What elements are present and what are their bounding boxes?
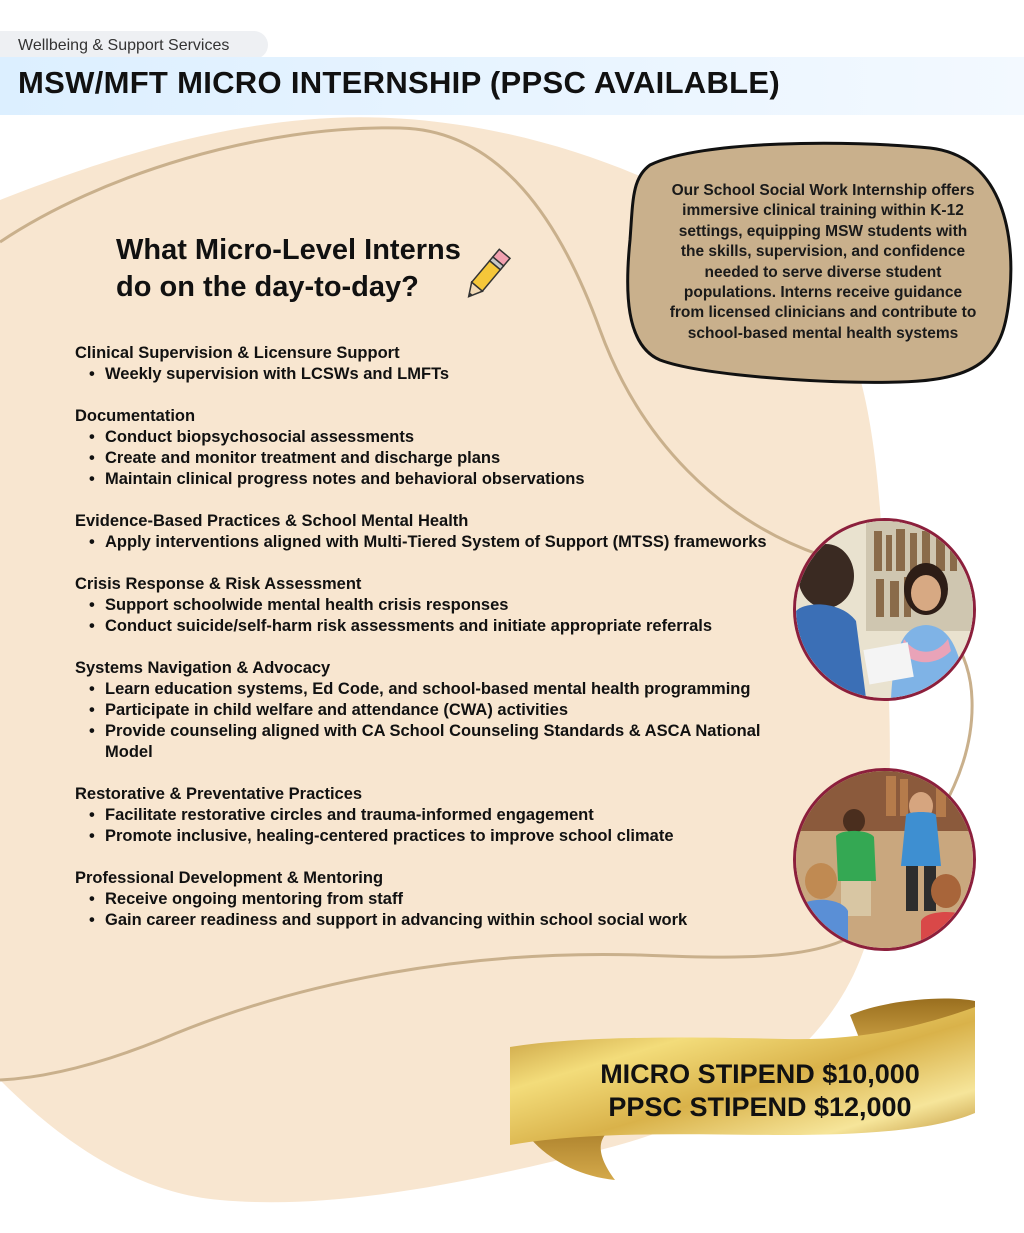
section-clinical-supervision [75, 343, 795, 385]
bullet-list [75, 532, 795, 553]
bullet-list [75, 595, 795, 637]
section-title: Professional Development & Mentoring [75, 869, 384, 887]
section-evidence-based [75, 511, 795, 553]
bullet-list [75, 364, 795, 385]
ppsc-stipend: PPSC STIPEND $12,000 [608, 1092, 912, 1122]
headline-line-2: do on the day-to-day? [116, 271, 419, 303]
section-title: Systems Navigation & Advocacy [75, 659, 331, 677]
list-item: • Participate in child welfare and attendance (CWA) activities [75, 700, 795, 721]
stipend-text [560, 1058, 960, 1124]
page-title: MSW/MFT MICRO INTERNSHIP (PPSC AVAILABLE) [18, 65, 781, 100]
headline-line-1: What Micro-Level Interns [116, 234, 461, 266]
list-item: • Weekly supervision with LCSWs and LMFTs [75, 364, 795, 385]
section-crisis-response [75, 574, 795, 637]
list-item: • Facilitate restorative circles and trauma-informed engagement [75, 805, 795, 826]
section-title: Clinical Supervision & Licensure Support [75, 344, 400, 362]
section-systems-navigation [75, 658, 795, 763]
list-item: • Provide counseling aligned with CA School Counseling Standards & ASCA National Model [75, 721, 795, 763]
section-professional-development [75, 868, 795, 931]
section-restorative [75, 784, 795, 847]
counseling-session-photo [793, 518, 976, 701]
list-item: • Gain career readiness and support in advancing within school social work [75, 910, 795, 931]
list-item: • Conduct biopsychosocial assessments [75, 427, 795, 448]
list-item: • Support schoolwide mental health crisis responses [75, 595, 795, 616]
section-title: Evidence-Based Practices & School Mental Health [75, 512, 469, 530]
section-title: Documentation [75, 407, 196, 425]
bullet-list [75, 679, 795, 763]
list-item: • Maintain clinical progress notes and behavioral observations [75, 469, 795, 490]
bullet-list [75, 889, 795, 931]
list-item: • Receive ongoing mentoring from staff [75, 889, 795, 910]
section-headline [116, 232, 486, 306]
title-bar [0, 57, 1024, 115]
list-item: • Create and monitor treatment and discharge plans [75, 448, 795, 469]
category-tag: Wellbeing & Support Services [0, 31, 268, 59]
list-item: • Promote inclusive, healing-centered practices to improve school climate [75, 826, 795, 847]
pencil-icon [458, 245, 514, 307]
section-title: Restorative & Preventative Practices [75, 785, 363, 803]
program-description: Our School Social Work Internship offers immersive clinical training within K-12 settings, equipping MSW students with the skills, supervision, and confidence needed to serve diverse student populations. Interns receive guidance from licensed clinicians and contribute to school-based mental health systems [669, 182, 977, 342]
duties-list [75, 343, 795, 952]
list-item: • Learn education systems, Ed Code, and school-based mental health programming [75, 679, 795, 700]
micro-stipend: MICRO STIPEND $10,000 [600, 1059, 920, 1089]
list-item: • Conduct suicide/self-harm risk assessments and initiate appropriate referrals [75, 616, 795, 637]
section-documentation [75, 406, 795, 490]
restorative-circle-photo [793, 768, 976, 951]
bullet-list [75, 427, 795, 490]
bullet-list [75, 805, 795, 847]
list-item: • Apply interventions aligned with Multi-Tiered System of Support (MTSS) frameworks [75, 532, 795, 553]
section-title: Crisis Response & Risk Assessment [75, 575, 362, 593]
